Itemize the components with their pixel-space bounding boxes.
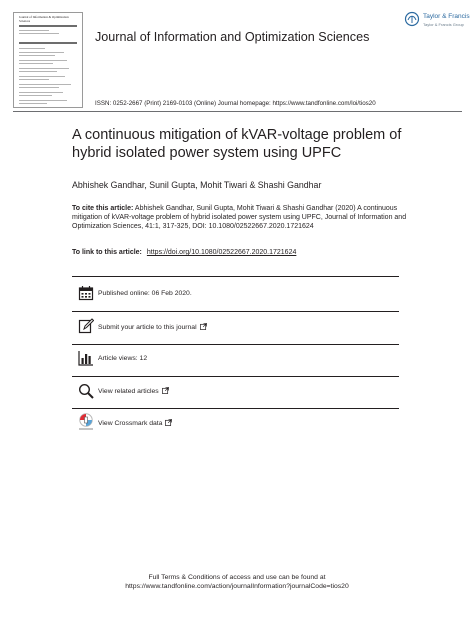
- article-doi-link[interactable]: https://doi.org/10.1080/02522667.2020.1721624: [146, 249, 297, 256]
- crossmark-label[interactable]: View Crossmark data: [98, 420, 163, 427]
- cite-label: To cite this article:: [72, 205, 134, 212]
- crossmark-icon[interactable]: [78, 413, 94, 431]
- journal-cover-thumbnail: [13, 12, 83, 108]
- cover-title: Journal of Information & Optimization Sciences: [19, 15, 69, 23]
- cite-text: Abhishek Gandhar, Sunil Gupta, Mohit Tiwari & Shashi Gandhar (2020) A continuous mitigation of kVAR-voltage problem of hybrid isolated power system using UPFC, Journal of Information and Optimization Sciences, 41:1, 317-325, DOI: 10.1080/02522667.2020.1721624: [72, 205, 407, 230]
- taylor-francis-logo-icon: [404, 11, 420, 29]
- submit-article-link[interactable]: [98, 323, 207, 331]
- issn-line: ISSN: 0252-2667 (Print) 2169-0103 (Online) Journal homepage: https://www.tandfonline.com/loi/tios20: [95, 100, 376, 107]
- external-link-icon: [200, 323, 207, 330]
- related-articles-icon[interactable]: [78, 383, 94, 399]
- article-authors: Abhishek Gandhar, Sunil Gupta, Mohit Tiwari & Shashi Gandhar: [72, 180, 322, 190]
- journal-title: Journal of Information and Optimization Sciences: [95, 30, 370, 44]
- external-link-icon: [162, 387, 169, 394]
- info-divider: [72, 408, 399, 409]
- header-divider: [13, 111, 462, 112]
- article-views-text: Article views: 12: [98, 355, 148, 362]
- info-divider: [72, 344, 399, 345]
- article-title: A continuous mitigation of kVAR-voltage problem of hybrid isolated power system using UPFC: [72, 127, 402, 161]
- calendar-icon: [78, 285, 94, 301]
- publisher-logo[interactable]: [404, 11, 470, 33]
- bar-chart-icon: [78, 350, 94, 366]
- submit-article-icon[interactable]: [78, 318, 94, 334]
- info-divider: [72, 376, 399, 377]
- external-link-icon: [165, 419, 172, 426]
- terms-footer: [0, 573, 474, 591]
- related-articles-link[interactable]: [98, 387, 169, 395]
- publisher-name: Taylor & Francis: [423, 13, 470, 20]
- related-articles-label[interactable]: View related articles: [98, 388, 159, 395]
- info-divider: [72, 311, 399, 312]
- article-link-line: [72, 249, 296, 256]
- info-divider-top: [72, 276, 399, 277]
- citation-block: [72, 205, 412, 232]
- link-label: To link to this article:: [72, 249, 142, 256]
- publisher-subname: Taylor & Francis Group: [423, 22, 464, 27]
- submit-article-label[interactable]: Submit your article to this journal: [98, 324, 197, 331]
- published-online-text: Published online: 06 Feb 2020.: [98, 290, 192, 297]
- footer-terms-link[interactable]: https://www.tandfonline.com/action/journalInformation?journalCode=tios20: [125, 583, 349, 590]
- crossmark-link[interactable]: [98, 419, 172, 427]
- footer-terms-text: Full Terms & Conditions of access and use can be found at: [148, 574, 326, 581]
